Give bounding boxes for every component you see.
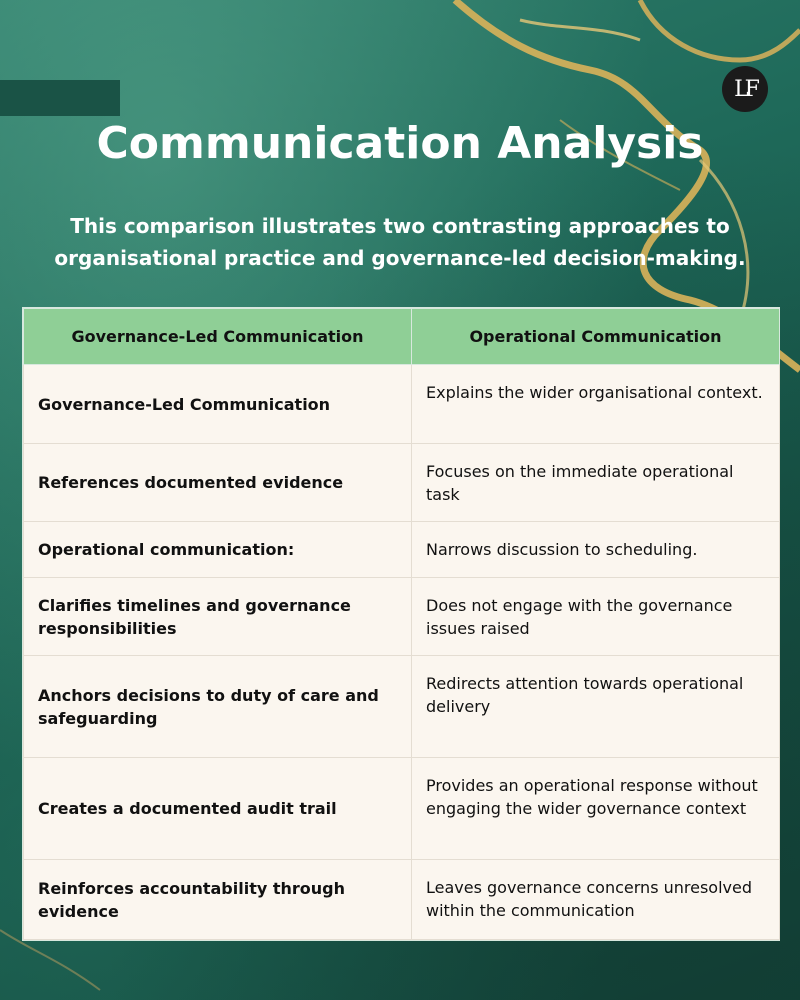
table-row [24,444,780,522]
cell-operational: Leaves governance concerns unresolved within the communication [412,860,780,940]
table-header-row [24,309,780,365]
table-row [24,656,780,758]
cell-governance: References documented evidence [24,444,412,522]
cell-operational: Narrows discussion to scheduling. [412,522,780,578]
cell-governance: Governance-Led Communication [24,365,412,444]
column-header-operational: Operational Communication [412,309,780,365]
table-row [24,860,780,940]
cell-operational: Redirects attention towards operational delivery [412,656,780,758]
column-header-governance: Governance-Led Communication [24,309,412,365]
comparison-table [22,307,780,941]
cell-operational: Does not engage with the governance issues raised [412,578,780,656]
cell-governance: Operational communication: [24,522,412,578]
brand-logo: LF [722,66,768,112]
cell-governance: Creates a documented audit trail [24,758,412,860]
page-title: Communication Analysis [96,118,704,169]
cell-governance: Clarifies timelines and governance responsibilities [24,578,412,656]
cell-governance: Anchors decisions to duty of care and safeguarding [24,656,412,758]
accent-bar [0,80,120,116]
cell-operational: Explains the wider organisational context. [412,365,780,444]
table-row [24,522,780,578]
cell-operational: Focuses on the immediate operational task [412,444,780,522]
table-row [24,758,780,860]
cell-governance: Reinforces accountability through evidence [24,860,412,940]
cell-operational: Provides an operational response without engaging the wider governance context [412,758,780,860]
page-subtitle: This comparison illustrates two contrasting approaches to organisational practice and governance-led decision-making. [54,214,746,270]
table-row [24,365,780,444]
table-row [24,578,780,656]
